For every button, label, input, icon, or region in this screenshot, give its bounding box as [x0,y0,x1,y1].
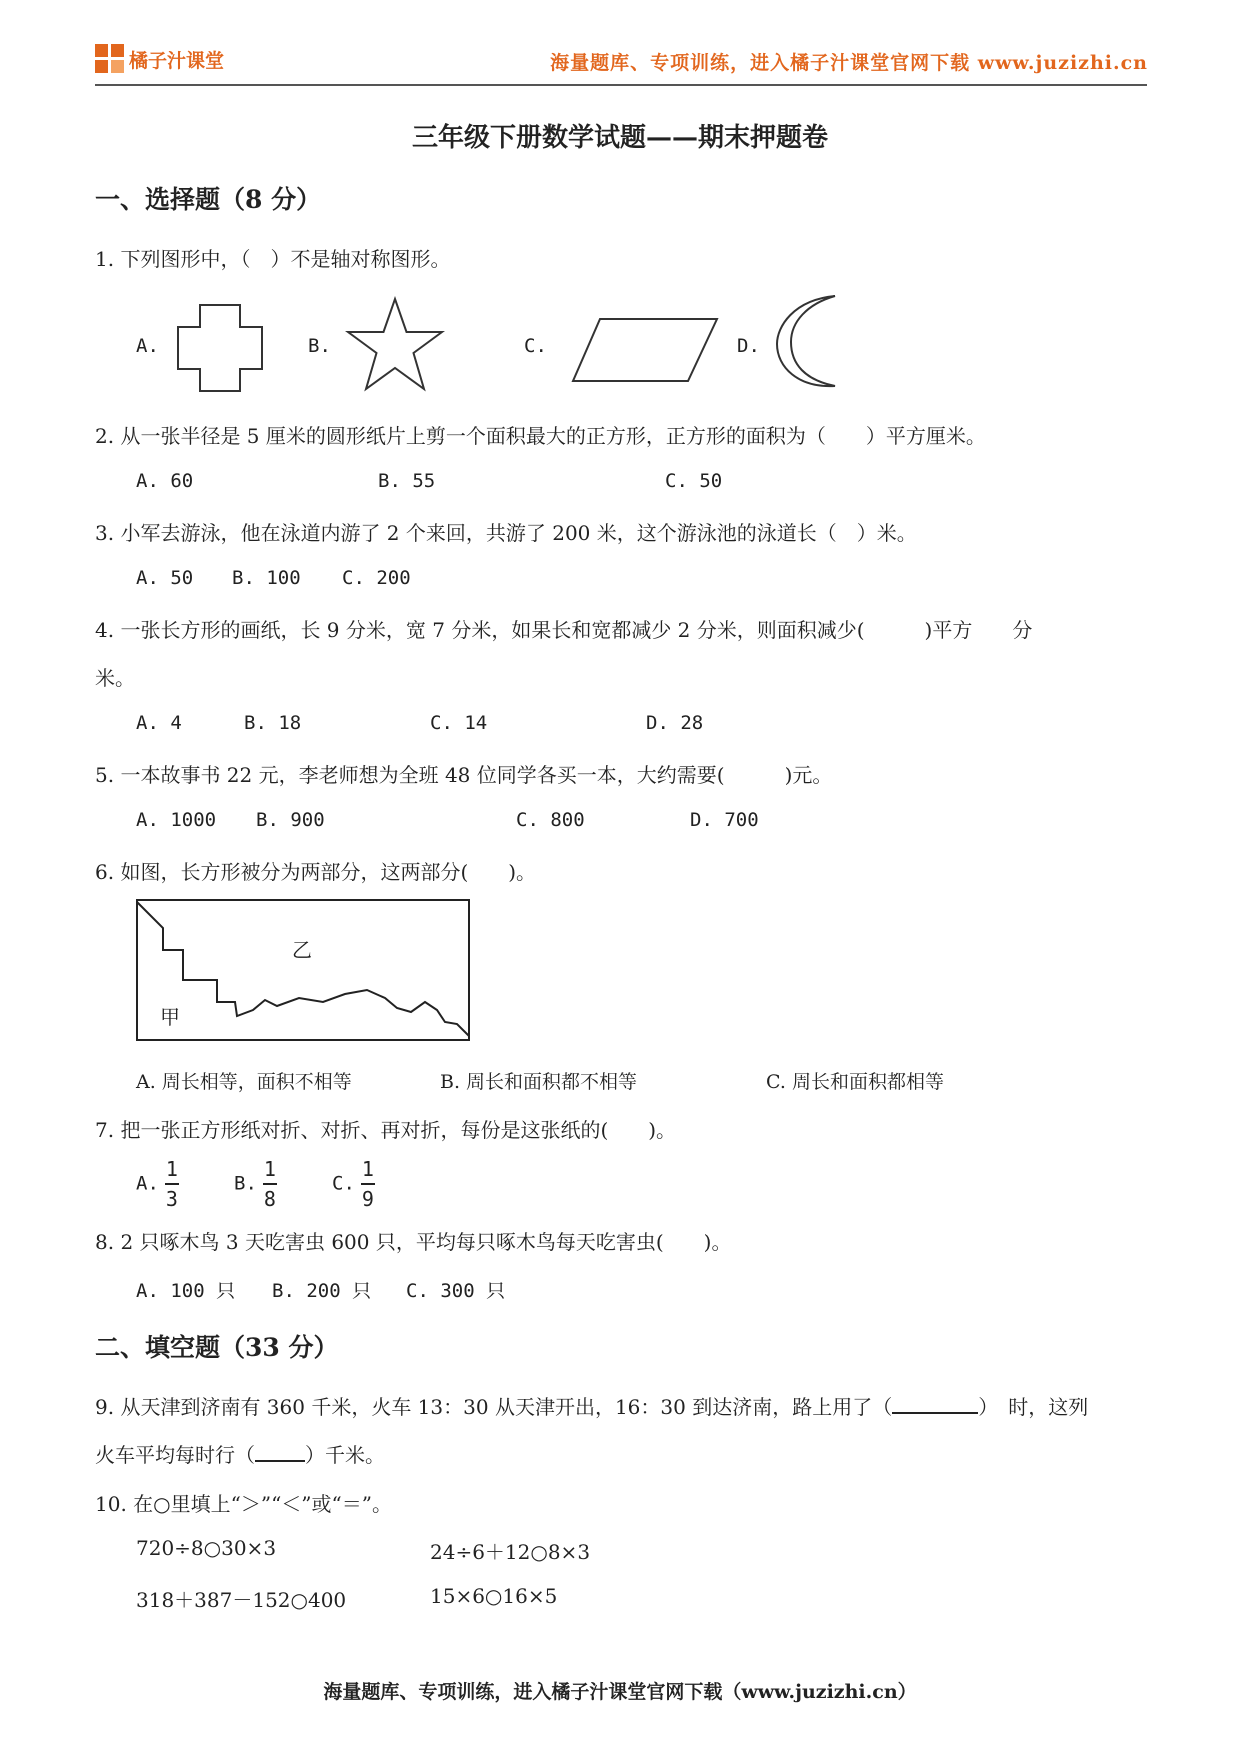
q5-option-a: A. 1000 [136,809,217,831]
q8-option-a: A. 100 只 [136,1280,236,1302]
question-2: 2. 从一张半径是 5 厘米的圆形纸片上剪一个面积最大的正方形，正方形的面积为（ ）平方厘米。 [95,424,986,448]
q4-option-d: D. 28 [646,712,704,734]
q10-item-3: 318＋387－152○400 [136,1588,347,1612]
q3-option-a: A. 50 [136,567,194,589]
q7-option-a-label: A. [136,1172,159,1195]
q4-option-c: C. 14 [430,712,488,734]
q9-answer-blank-hours[interactable] [892,1396,978,1414]
footer-slogan: 海量题库、专项训练，进入橘子汁课堂官网下载（www.juzizhi.cn） [323,1681,917,1703]
crescent-moon-icon [773,292,841,392]
divided-rectangle-figure [135,898,471,1042]
logo-text: 橘子汁课堂 [129,49,225,72]
q6-option-c: C. 周长和面积都相等 [766,1071,944,1093]
question-10: 10. 在○里填上“＞”“＜”或“＝”。 [95,1492,392,1516]
question-3: 3. 小军去游泳，他在泳道内游了 2 个来回，共游了 200 米，这个游泳池的泳道长（ ）米。 [95,521,917,545]
q4-option-b: B. 18 [244,712,302,734]
q1-option-b: B. [308,335,331,357]
question-6: 6. 如图，长方形被分为两部分，这两部分( )。 [95,860,537,884]
section-title-fill: 二、填空题（33 分） [95,1333,339,1362]
q1-option-a: A. [136,335,159,357]
parallelogram-shape-icon [570,315,720,385]
logo-grid-icon [95,44,125,74]
question-4: 4. 一张长方形的画纸，长 9 分米，宽 7 分米，如果长和宽都减少 2 分米，则面积减少( )平方 分 [95,618,1033,642]
q10-item-4: 15×6○16×5 [430,1584,558,1608]
q2-option-c: C. 50 [665,470,723,492]
fraction-one-ninth: $\frac{1}{9}$ [361,1157,374,1211]
q3-option-c: C. 200 [342,567,411,589]
q4-option-a: A. 4 [136,712,182,734]
q9-answer-blank-speed[interactable] [255,1444,305,1462]
cross-shape-icon [176,303,264,393]
q10-item-2: 24÷6＋12○8×3 [430,1540,591,1564]
fraction-one-third: $\frac{1}{3}$ [165,1157,178,1211]
figure-label-yi: 乙 [292,938,312,962]
q1-option-d: D. [737,335,760,357]
q10-item-1: 720÷8○30×3 [136,1536,277,1560]
question-7: 7. 把一张正方形纸对折、对折、再对折，每份是这张纸的( )。 [95,1118,677,1142]
q8-option-b: B. 200 只 [272,1280,372,1302]
q1-option-c: C. [524,335,547,357]
question-9: 9. 从天津到济南有 360 千米，火车 13：30 从天津开出，16：30 到达济南，路上用了（ ） 时，这列 [95,1395,1089,1419]
question-1: 1. 下列图形中，（ ）不是轴对称图形。 [95,247,451,271]
header-slogan: 海量题库、专项训练，进入橘子汁课堂官网下载 www.juzizhi.cn [550,52,1148,74]
section-title-choice: 一、选择题（8 分） [95,185,322,214]
q5-option-d: D. 700 [690,809,759,831]
question-8: 8. 2 只啄木鸟 3 天吃害虫 600 只，平均每只啄木鸟每天吃害虫( )。 [95,1230,732,1254]
q5-option-b: B. 900 [256,809,325,831]
q3-option-b: B. 100 [232,567,301,589]
star-shape-icon [345,296,445,394]
question-4-continued: 米。 [95,666,135,690]
q2-option-a: A. 60 [136,470,194,492]
question-5: 5. 一本故事书 22 元，李老师想为全班 48 位同学各买一本，大约需要( )元。 [95,763,833,787]
q6-option-b: B. 周长和面积都不相等 [440,1071,638,1093]
q7-option-c [332,1156,375,1212]
q2-option-b: B. 55 [378,470,436,492]
q7-option-b [234,1156,277,1212]
q5-option-c: C. 800 [516,809,585,831]
header-divider [95,84,1147,86]
brand-logo [95,44,224,74]
fraction-one-eighth: $\frac{1}{8}$ [263,1157,276,1211]
q7-option-b-label: B. [234,1172,257,1195]
page-title: 三年级下册数学试题——期末押题卷 [411,123,828,153]
q6-option-a: A. 周长相等，面积不相等 [136,1071,352,1093]
figure-label-jia: 甲 [160,1005,180,1029]
q7-option-c-label: C. [332,1172,355,1195]
question-9-continued: 火车平均每时行（ ）千米。 [95,1443,385,1467]
q7-option-a [136,1156,179,1212]
q8-option-c: C. 300 只 [406,1280,506,1302]
